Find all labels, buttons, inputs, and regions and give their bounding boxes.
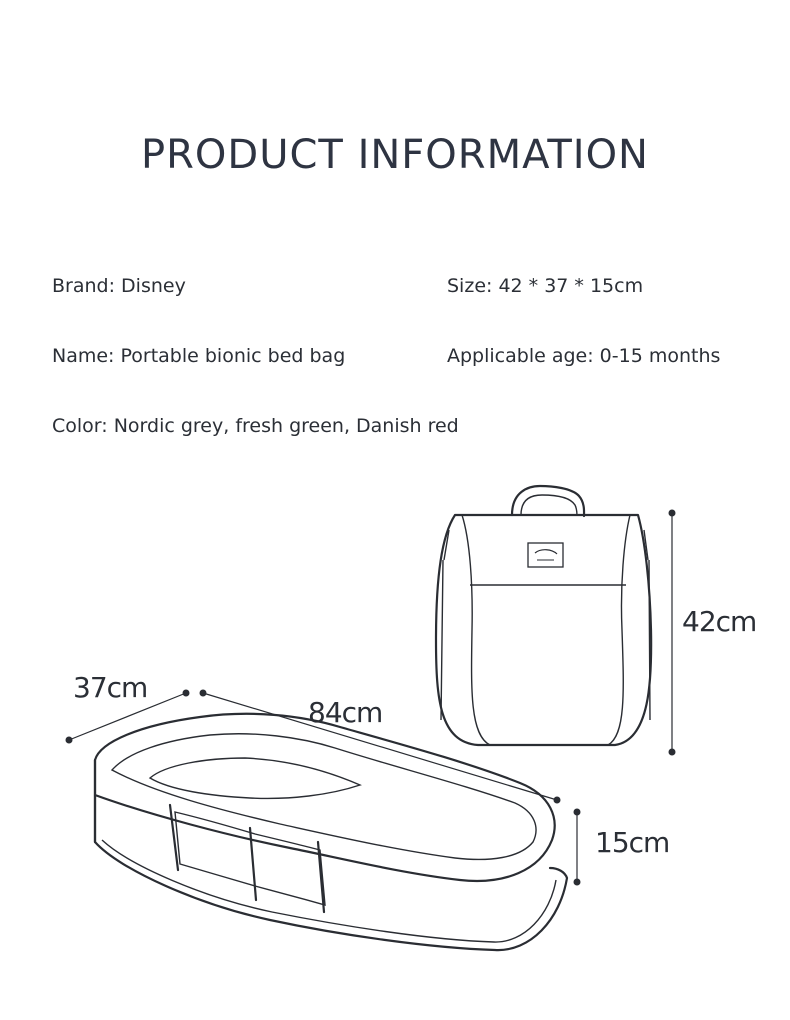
length-label: 84cm	[308, 696, 383, 729]
spec-color: Color: Nordic grey, fresh green, Danish red	[52, 415, 459, 437]
height-label: 42cm	[682, 605, 757, 638]
bed-outer-wall	[95, 714, 555, 881]
width-label: 37cm	[73, 671, 148, 704]
spec-size: Size: 42 * 37 * 15cm	[447, 275, 644, 297]
spec-age: Applicable age: 0-15 months	[447, 345, 721, 367]
spec-name: Name: Portable bionic bed bag	[52, 345, 346, 367]
page-title: PRODUCT INFORMATION	[141, 132, 649, 178]
depth-label: 15cm	[595, 826, 670, 859]
spec-brand: Brand: Disney	[52, 275, 186, 297]
